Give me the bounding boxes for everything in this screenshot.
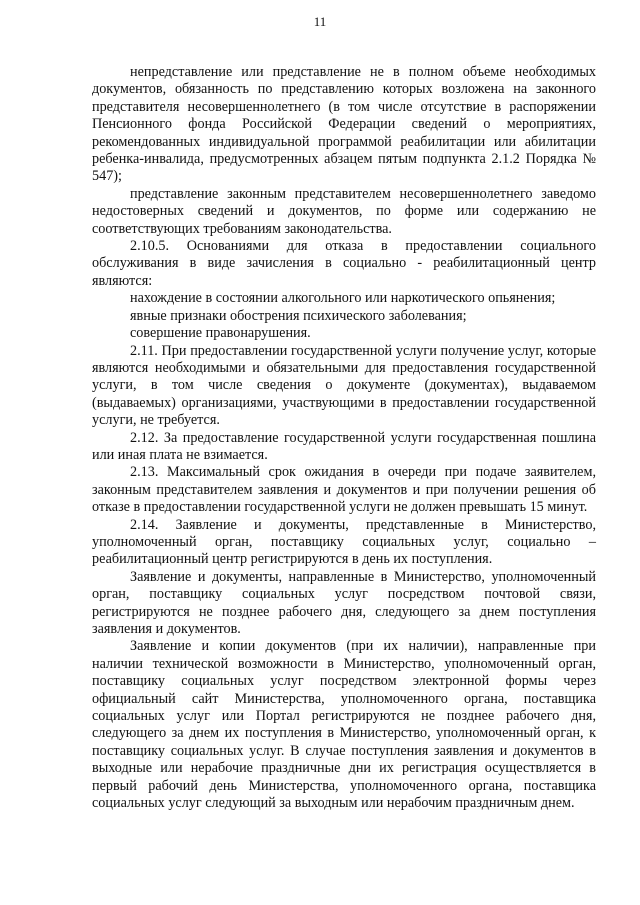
list-item-mental-illness: явные признаки обострения психического заболевания; xyxy=(130,307,467,324)
paragraph-2-14: 2.14. Заявление и документы, представленные в Министерство, уполномоченный орган, поставщику социальных услуг, социально – реабилитационный центр регистрируются в день их поступления. xyxy=(92,516,596,568)
paragraph-missing-documents: непредставление или представление не в полном объеме необходимых документов, обязанность по представлению которых возложена на законного представителя несовершеннолетнего (в том числе отсутствие в распоряжении Пенсионного фонда Российской Федерации сведений о мероприятиях, рекомендованных индивидуальной программой реабилитации или абилитации ребенка-инвалида, предусмотренных абзацем пятым подпункта 2.1.2 Порядка № 547); xyxy=(92,64,596,185)
paragraph-2-12: 2.12. За предоставление государственной услуги государственная пошлина или иная плата не взимается. xyxy=(92,429,596,463)
paragraph-2-11: 2.11. При предоставлении государственной услуги получение услуг, которые являются необходимыми и обязательными для предоставления государственной услуги, в том числе сведения о документе (документах), выдаваемом (выдаваемых) организациями, участвующими в предоставлении государственной услуги, не требуется. xyxy=(92,342,596,429)
page-number: 11 xyxy=(313,14,327,29)
document-body xyxy=(92,64,596,812)
paragraph-2-13: 2.13. Максимальный срок ожидания в очереди при подаче заявителем, законным представителем заявления и документов и при получении решения об отказе в предоставлении государственной услуги не должен превышать 15 минут. xyxy=(92,464,596,516)
paragraph-2-10-5: 2.10.5. Основаниями для отказа в предоставлении социального обслуживания в виде зачисления в социально - реабилитационный центр являются: xyxy=(92,238,596,289)
paragraph-electronic-registration: Заявление и копии документов (при их наличии), направленные при наличии технической возможности в Министерство, уполномоченный орган, поставщику социальных услуг посредством электронной формы через официальный сайт Министерства, уполномоченного органа, поставщика социальных услуг или Портал регистрируются не позднее рабочего дня, следующего за днем их поступления в Министерство, уполномоченный орган, к поставщику социальных услуг. В случае поступления заявления и документов в выходные или нерабочие праздничные дни их регистрация осуществляется в первый рабочий день Министерства, уполномоченного органа, поставщика социальных услуг следующий за выходным или нерабочим праздничным днем. xyxy=(92,638,596,812)
paragraph-postal-registration: Заявление и документы, направленные в Министерство, уполномоченный орган, поставщику социальных услуг посредством почтовой связи, регистрируются не позднее рабочего дня, следующего за днем поступления заявления и документов. xyxy=(92,568,596,637)
paragraph-false-information: представление законным представителем несовершеннолетнего заведомо недостоверных сведений и документов, по форме или содержанию не соответствующих требованиям законодательства. xyxy=(92,185,596,237)
list-item-intoxication: нахождение в состоянии алкогольного или наркотического опьянения; xyxy=(130,290,556,307)
list-item-offense: совершение правонарушения. xyxy=(130,325,311,342)
